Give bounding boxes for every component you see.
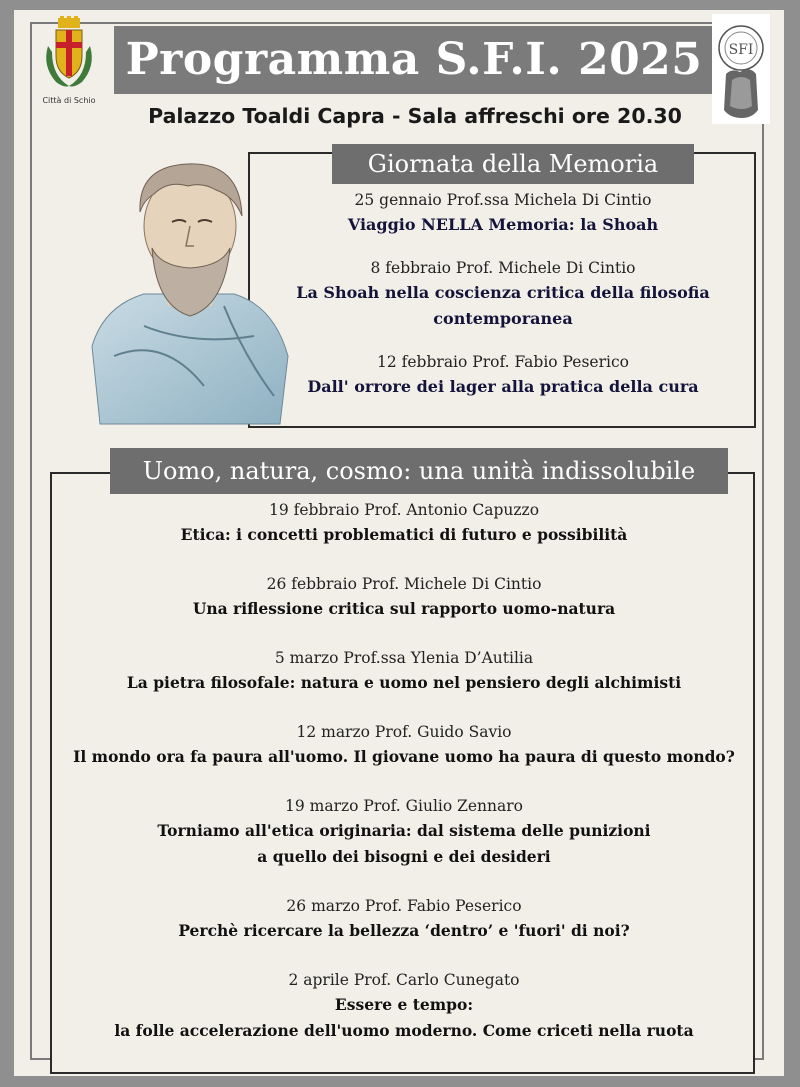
list-item [274, 188, 732, 238]
event-title: Torniamo all'etica originaria: dal sistema delle punizioni a quello dei bisogni e dei desideri [157, 821, 651, 866]
event-date-speaker: 5 marzo Prof.ssa Ylenia D’Autilia [274, 649, 534, 667]
nature-section-heading: Uomo, natura, cosmo: una unità indissolubile [110, 448, 728, 494]
svg-text:SFI: SFI [728, 42, 754, 58]
event-date-speaker: 19 febbraio Prof. Antonio Capuzzo [268, 501, 540, 519]
memory-section-heading: Giornata della Memoria [332, 144, 694, 184]
list-item [54, 894, 754, 944]
list-item [54, 646, 754, 696]
crest-caption: Città di Schio [42, 96, 96, 105]
event-title: Essere e tempo: la folle accelerazione dell'uomo moderno. Come criceti nella ruota [114, 995, 694, 1040]
page-title: Programma S.F.I. 2025 [114, 26, 714, 94]
nature-events-list [54, 498, 754, 1068]
event-title: Una riflessione critica sul rapporto uomo-natura [192, 599, 616, 618]
event-title: Viaggio NELLA Memoria: la Shoah [347, 215, 659, 234]
event-title: Il mondo ora fa paura all'uomo. Il giovane uomo ha paura di questo mondo? [73, 747, 735, 766]
event-date-speaker: 12 febbraio Prof. Fabio Peserico [377, 353, 629, 371]
event-title: La Shoah nella coscienza critica della filosofia contemporanea [296, 283, 710, 328]
list-item [54, 794, 754, 870]
poster [14, 10, 784, 1076]
event-title: La pietra filosofale: natura e uomo nel pensiero degli alchimisti [126, 673, 682, 692]
event-date-speaker: 19 marzo Prof. Giulio Zennaro [284, 797, 524, 815]
event-date-speaker: 25 gennaio Prof.ssa Michela Di Cintio [354, 191, 652, 209]
event-title: Etica: i concetti problematici di futuro e possibilità [180, 525, 628, 544]
event-date-speaker: 8 febbraio Prof. Michele Di Cintio [370, 259, 636, 277]
memory-events-list [274, 188, 732, 418]
list-item [274, 256, 732, 332]
list-item [54, 498, 754, 548]
event-date-speaker: 26 febbraio Prof. Michele Di Cintio [266, 575, 542, 593]
list-item [54, 572, 754, 622]
venue-line: Palazzo Toaldi Capra - Sala affreschi ore 20.30 [148, 104, 682, 128]
list-item [54, 720, 754, 770]
list-item [54, 968, 754, 1044]
event-title: Dall' orrore dei lager alla pratica della cura [307, 377, 699, 396]
philosopher-bust-icon [84, 156, 294, 428]
city-crest-icon [38, 16, 100, 96]
event-date-speaker: 26 marzo Prof. Fabio Peserico [286, 897, 522, 915]
event-date-speaker: 2 aprile Prof. Carlo Cunegato [288, 971, 520, 989]
society-logo-icon [712, 14, 770, 124]
event-title: Perchè ricercare la bellezza ‘dentro’ e 'fuori' di noi? [178, 921, 630, 940]
list-item [274, 350, 732, 400]
event-date-speaker: 12 marzo Prof. Guido Savio [296, 723, 512, 741]
